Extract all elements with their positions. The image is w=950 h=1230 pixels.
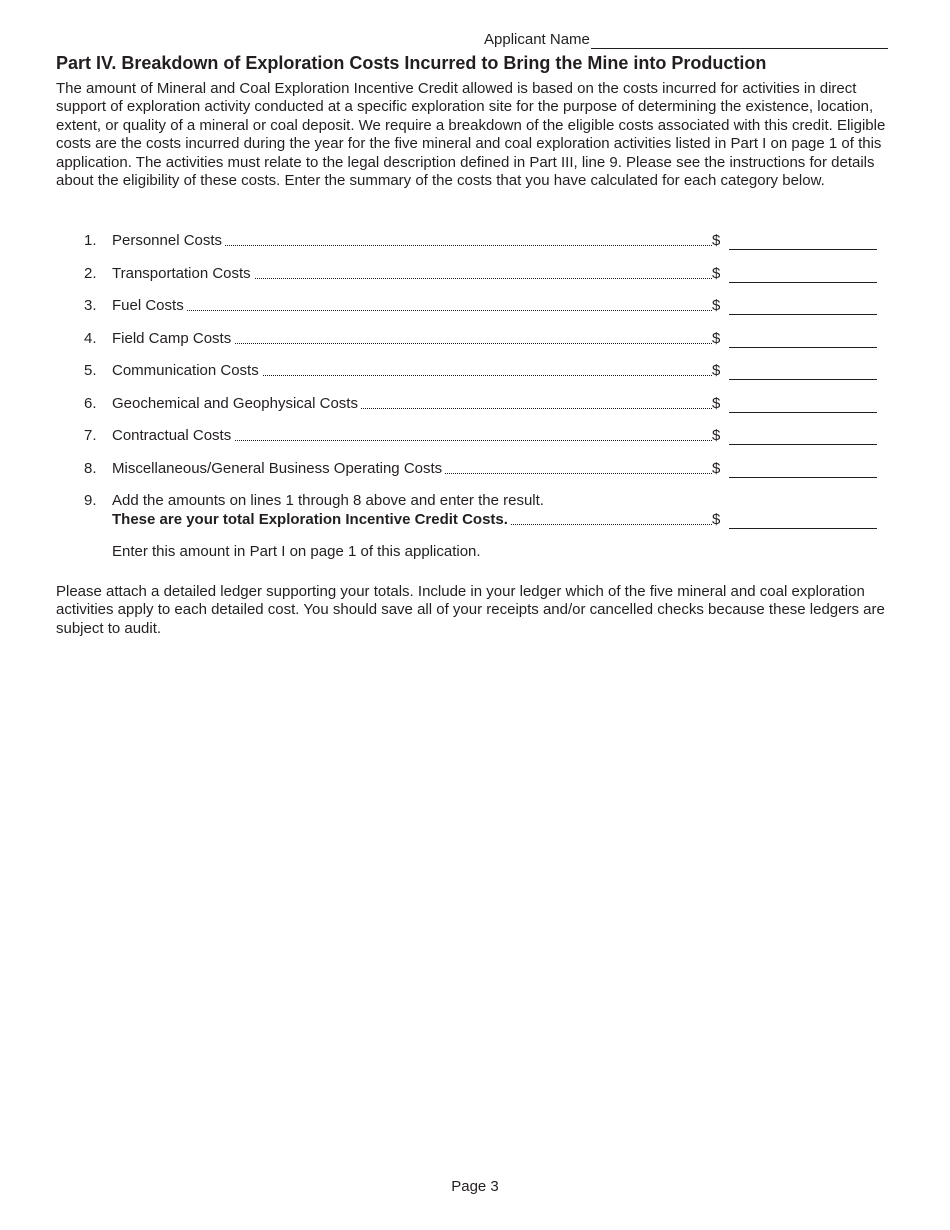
line-description <box>112 330 712 348</box>
communication-costs-amount-field[interactable] <box>729 362 877 380</box>
line-number: 1. <box>84 232 97 249</box>
applicant-name-row <box>484 31 888 49</box>
attach-ledger-paragraph: Please attach a detailed ledger supporting your totals. Include in your ledger which of the five mineral and coal exploration activities apply to each detailed cost. You should save all of your receipts and/or cancelled checks because these ledgers are subject to audit. <box>56 583 885 637</box>
line-description <box>112 460 712 478</box>
cost-line-5 <box>0 362 950 382</box>
line-description <box>112 427 712 445</box>
total-costs-amount-field[interactable] <box>729 511 877 529</box>
field-camp-costs-amount-field[interactable] <box>729 330 877 348</box>
dollar-sign: $ <box>712 460 721 477</box>
cost-line-9-total <box>0 511 950 531</box>
total-line-label: These are your total Exploration Incentive Credit Costs. <box>112 511 511 528</box>
line-label: Communication Costs <box>112 362 262 379</box>
total-line-instruction: Add the amounts on lines 1 through 8 above and enter the result. <box>112 492 544 509</box>
miscellaneous-costs-amount-field[interactable] <box>729 460 877 478</box>
line-description <box>112 265 712 283</box>
line-label: Miscellaneous/General Business Operating Costs <box>112 460 445 477</box>
enter-amount-note: Enter this amount in Part I on page 1 of this application. <box>112 543 481 560</box>
line-number: 3. <box>84 297 97 314</box>
dollar-sign: $ <box>712 362 721 379</box>
line-number: 4. <box>84 330 97 347</box>
page-title: Part IV. Breakdown of Exploration Costs Incurred to Bring the Mine into Production <box>56 53 767 73</box>
dollar-sign: $ <box>712 265 721 282</box>
personnel-costs-amount-field[interactable] <box>729 232 877 250</box>
line-number: 9. <box>84 492 97 509</box>
line-number: 2. <box>84 265 97 282</box>
cost-line-2 <box>0 265 950 285</box>
line-description <box>112 395 712 413</box>
dollar-sign: $ <box>712 297 721 314</box>
line-label: Personnel Costs <box>112 232 225 249</box>
transportation-costs-amount-field[interactable] <box>729 265 877 283</box>
dollar-sign: $ <box>712 427 721 444</box>
applicant-name-field[interactable] <box>591 32 888 49</box>
dollar-sign: $ <box>712 330 721 347</box>
cost-line-1 <box>0 232 950 252</box>
line-number: 8. <box>84 460 97 477</box>
line-label: Field Camp Costs <box>112 330 234 347</box>
dollar-sign: $ <box>712 511 721 528</box>
cost-line-8 <box>0 460 950 480</box>
line-label: Contractual Costs <box>112 427 234 444</box>
contractual-costs-amount-field[interactable] <box>729 427 877 445</box>
cost-line-7 <box>0 427 950 447</box>
line-label: Transportation Costs <box>112 265 254 282</box>
line-description <box>112 362 712 380</box>
dollar-sign: $ <box>712 232 721 249</box>
line-description <box>112 511 712 529</box>
line-label: Geochemical and Geophysical Costs <box>112 395 361 412</box>
applicant-name-label: Applicant Name <box>484 31 590 48</box>
intro-paragraph: The amount of Mineral and Coal Exploration Incentive Credit allowed is based on the costs incurred for activities in direct support of exploration activity conducted at a specific exploration site for the purpose of determining the existence, location, extent, or quality of a mineral or coal deposit. We require a breakdown of the eligible costs associated with this credit. Eligible costs are the costs incurred during the year for the five mineral and coal exploration activities listed in Part I on page 1 of this application. The activities must relate to the legal description defined in Part III, line 9. Please see the instructions for details about the eligibility of these costs. Enter the summary of the costs that you have calculated for each category below. <box>56 80 886 190</box>
line-number: 7. <box>84 427 97 444</box>
cost-line-3 <box>0 297 950 317</box>
page-number: Page 3 <box>451 1178 499 1195</box>
fuel-costs-amount-field[interactable] <box>729 297 877 315</box>
dot-leader <box>112 310 712 311</box>
cost-line-6 <box>0 395 950 415</box>
dollar-sign: $ <box>712 395 721 412</box>
line-description <box>112 232 712 250</box>
geochemical-geophysical-costs-amount-field[interactable] <box>729 395 877 413</box>
line-label: Fuel Costs <box>112 297 187 314</box>
line-number: 6. <box>84 395 97 412</box>
cost-line-4 <box>0 330 950 350</box>
line-number: 5. <box>84 362 97 379</box>
line-description <box>112 297 712 315</box>
